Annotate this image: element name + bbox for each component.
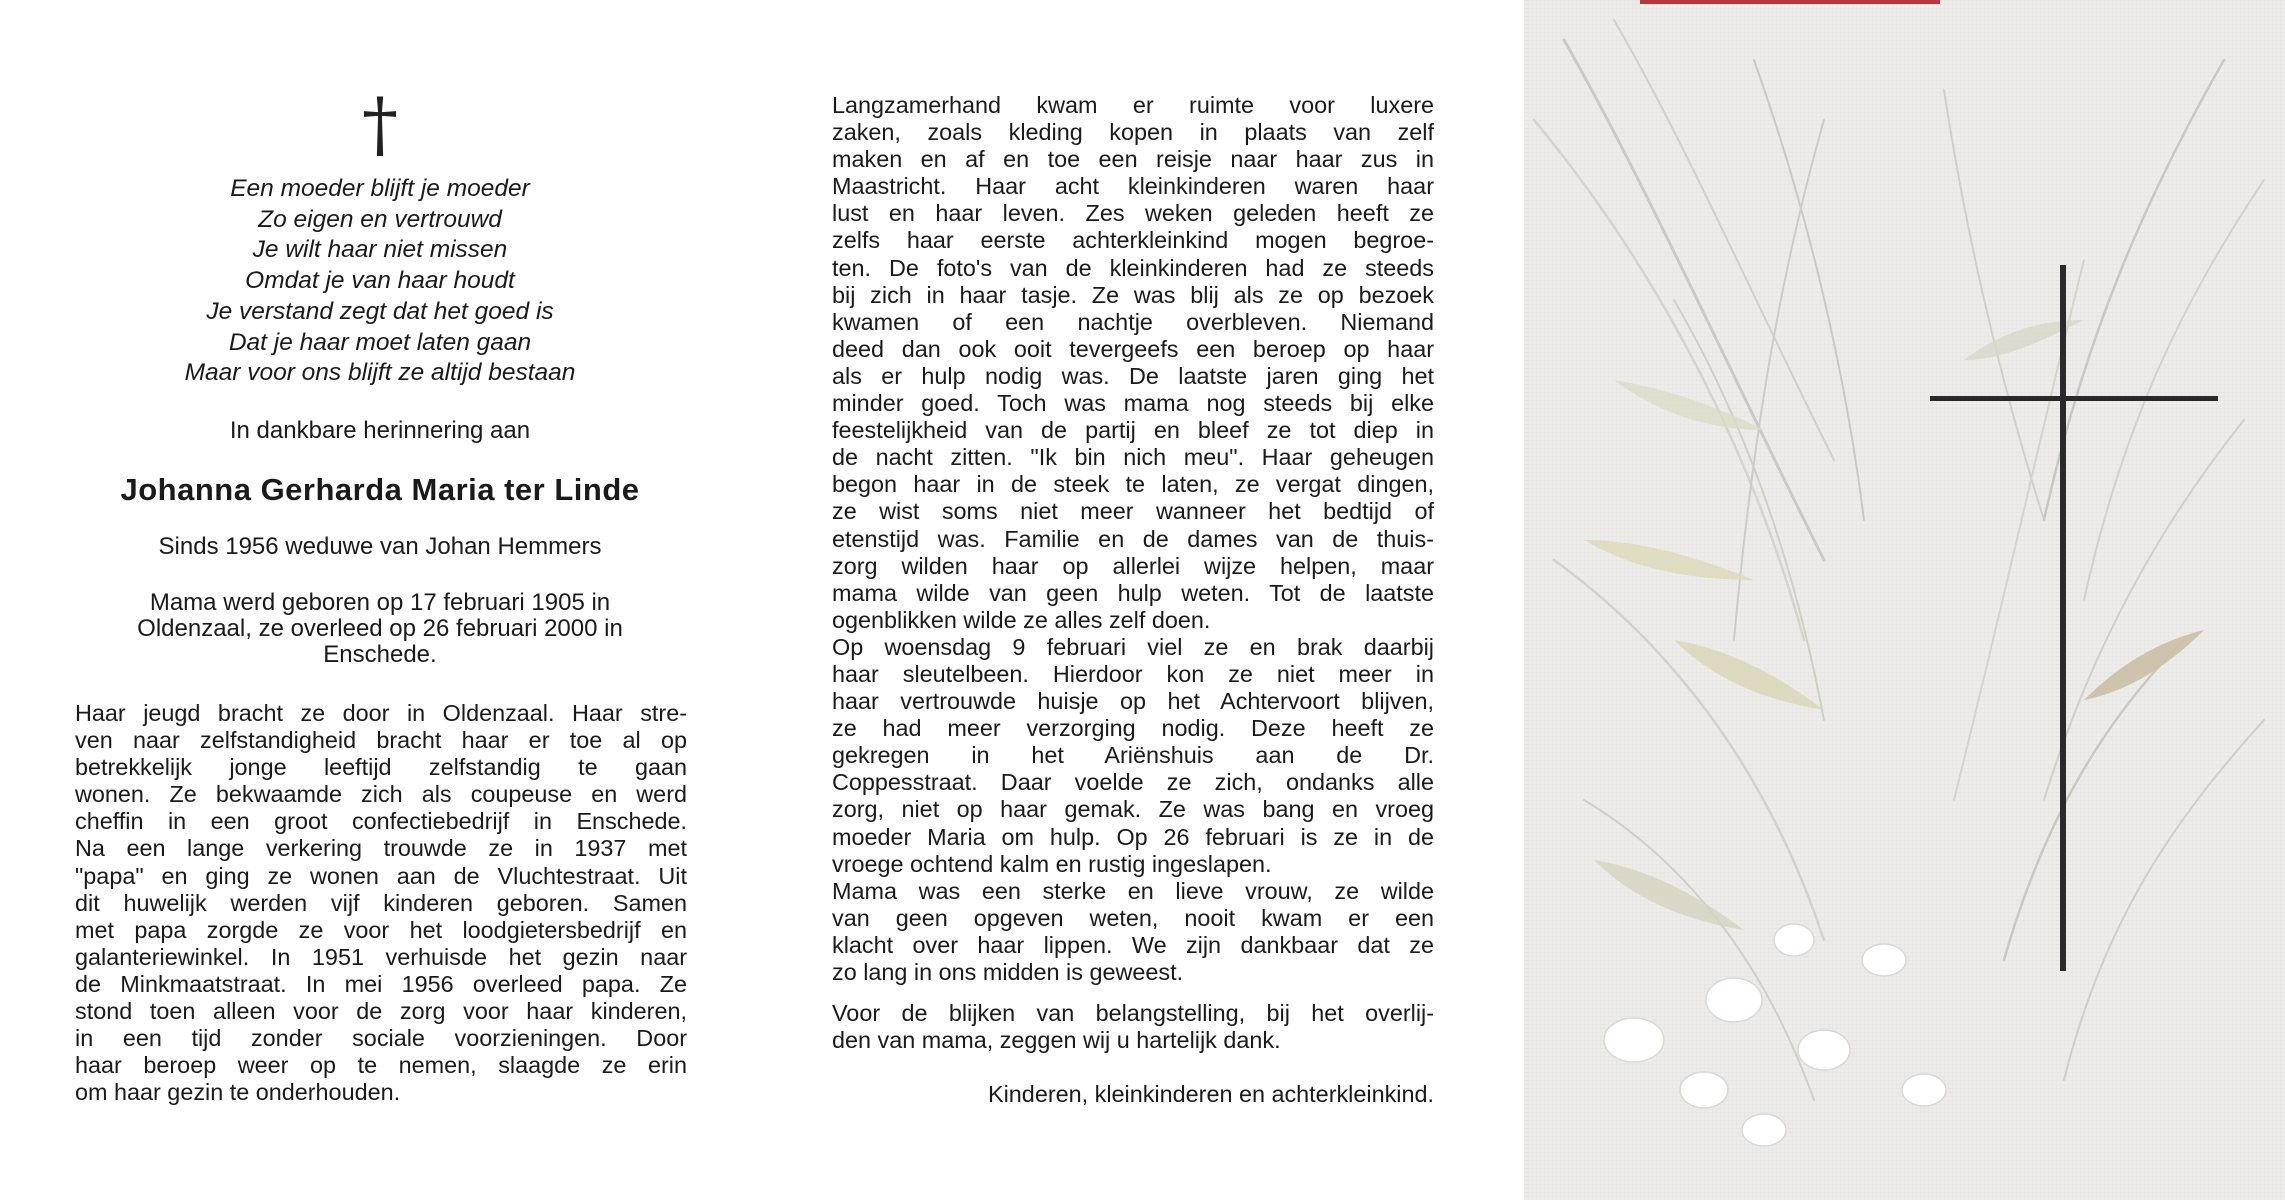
text-line: gekregen in het Ariënshuis aan de Dr.	[832, 742, 1434, 769]
middle-panel	[832, 92, 1434, 1142]
text-line: zorg wilden haar op allerlei wijze helpen, maar	[832, 552, 1434, 579]
text-line: klacht over haar lippen. We zijn dankbaar dat ze	[832, 931, 1434, 958]
left-panel	[70, 80, 690, 1140]
text-line: ze had meer verzorging nodig. Deze heeft ze	[832, 715, 1434, 742]
text-line: moeder Maria om hulp. Op 26 februari is ze in de	[832, 823, 1434, 850]
biography-part-2	[832, 92, 1434, 986]
text-line: de Minkmaatstraat. In mei 1956 overleed papa. Ze	[75, 970, 687, 997]
text-line: stond toen alleen voor de zorg voor haar kinderen,	[75, 998, 687, 1025]
text-line: ten. De foto's van de kleinkinderen had ze steeds	[832, 254, 1434, 281]
text-line: Na een lange verkering trouwde ze in 1937 met	[75, 835, 687, 862]
text-line: Coppesstraat. Daar voelde ze zich, ondanks alle	[832, 769, 1434, 796]
text-line: etenstijd was. Familie en de dames van de thuis-	[832, 525, 1434, 552]
text-line: ze wist soms niet meer wanneer het bedtijd of	[832, 498, 1434, 525]
poem-line: Dat je haar moet laten gaan	[228, 328, 532, 356]
birth-death-paragraph	[90, 590, 670, 668]
text-line: als er hulp nodig was. De laatste jaren ging het	[832, 362, 1434, 389]
text-line: lust en haar leven. Zes weken geleden heeft ze	[832, 200, 1434, 227]
text-line: haar vertrouwde huisje op het Achtervoort blijven,	[832, 688, 1434, 715]
poem-line: Omdat je van haar houdt	[245, 267, 515, 295]
text-line: zelfs haar eerste achterkleinkind mogen begroe-	[832, 227, 1434, 254]
text-line: ven naar zelfstandigheid bracht haar er toe al op	[75, 727, 687, 754]
signature: Kinderen, kleinkinderen en achterkleinkind.	[988, 1081, 1434, 1107]
text-line: cheffin in een groot confectiebedrijf in Enschede.	[75, 808, 687, 835]
text-line: haar sleutelbeen. Hierdoor kon ze niet meer in	[832, 660, 1434, 687]
text-line: zaken, zoals kleding kopen in plaats van zelf	[832, 119, 1434, 146]
text-line: wonen. Ze bekwaamde zich als coupeuse en werd	[75, 781, 687, 808]
text-line: Enschede.	[323, 641, 437, 668]
artwork-panel	[1524, 0, 2285, 1200]
text-line: Voor de blijken van belangstelling, bij het overlij-	[832, 1000, 1434, 1026]
poem-line: Maar voor ons blijft ze altijd bestaan	[184, 359, 576, 387]
text-line: de nacht zitten. "Ik bin nich meu". Haar geheugen	[832, 444, 1434, 471]
text-line: galanteriewinkel. In 1951 verhuisde het gezin naar	[75, 943, 687, 970]
text-line: vroege ochtend kalm en rustig ingeslapen.	[832, 850, 1272, 877]
text-line: dit huwelijk werden vijf kinderen geboren. Samen	[75, 889, 687, 916]
poem-line: Zo eigen en vertrouwd	[258, 205, 502, 233]
in-memory-heading: In dankbare herinnering aan	[229, 417, 531, 444]
poem-line: Een moeder blijft je moeder	[230, 175, 530, 202]
text-line: in een tijd zonder sociale voorzieningen. Door	[75, 1025, 687, 1052]
biography-part-1	[75, 700, 687, 1106]
text-line: minder goed. Toch was mama nog steeds bij elke	[832, 390, 1434, 417]
text-line: mama wilde van geen hulp weten. Tot de laatste	[832, 579, 1434, 606]
text-line: Maastricht. Haar acht kleinkinderen waren haar	[832, 173, 1434, 200]
text-line: ogenblikken wilde ze alles zelf doen.	[832, 606, 1211, 633]
poem-line: Je verstand zegt dat het goed is	[206, 297, 554, 325]
text-line: zorg, niet op haar gemak. Ze was bang en vroeg	[832, 796, 1434, 823]
text-line: betrekkelijk jonge leeftijd zelfstandig te gaan	[75, 754, 687, 781]
text-line: begon haar in de steek te laten, ze vergat dingen,	[832, 471, 1434, 498]
text-line: om haar gezin te onderhouden.	[75, 1079, 401, 1106]
text-line: bij zich in haar tasje. Ze was blij als ze op bezoek	[832, 281, 1434, 308]
text-line: van geen opgeven weten, nooit kwam er een	[832, 904, 1434, 931]
text-line: met papa zorgde ze voor het loodgietersbedrijf en	[75, 916, 687, 943]
text-line: haar beroep weer op te nemen, slaagde ze erin	[75, 1052, 687, 1079]
cross-symbol: †	[362, 82, 398, 166]
text-line: deed dan ook ooit tevergeefs een beroep op haar	[832, 335, 1434, 362]
text-line: maken en af en toe een reisje naar haar zus in	[832, 146, 1434, 173]
text-line: Haar jeugd bracht ze door in Oldenzaal. Haar stre-	[75, 700, 687, 726]
text-line: Mama was een sterke en lieve vrouw, ze wilde	[832, 877, 1434, 904]
text-line: Oldenzaal, ze overleed op 26 februari 2000 in	[137, 615, 623, 642]
text-line: Mama werd geboren op 17 februari 1905 in	[149, 589, 611, 616]
text-line: kwamen of een nachtje overbleven. Niemand	[832, 308, 1434, 335]
deceased-name: Johanna Gerharda Maria ter Linde	[120, 472, 640, 507]
text-line: "papa" en ging ze wonen aan de Vluchtestraat. Uit	[75, 862, 687, 889]
floral-artwork	[1524, 0, 2285, 1200]
text-line: Op woensdag 9 februari viel ze en brak daarbij	[832, 633, 1434, 660]
text-line: zo lang in ons midden is geweest.	[832, 959, 1184, 985]
poem-line: Je wilt haar niet missen	[252, 236, 508, 264]
text-line: feestelijkheid van de partij en bleef ze tot diep in	[832, 417, 1434, 444]
poem	[70, 174, 690, 389]
red-edge-strip	[1640, 0, 1940, 4]
text-line: Langzamerhand kwam er ruimte voor luxere	[832, 92, 1434, 118]
thanks-paragraph	[832, 1000, 1434, 1054]
text-line: den van mama, zeggen wij u hartelijk dank.	[832, 1027, 1281, 1054]
widow-line: Sinds 1956 weduwe van Johan Hemmers	[158, 533, 602, 560]
